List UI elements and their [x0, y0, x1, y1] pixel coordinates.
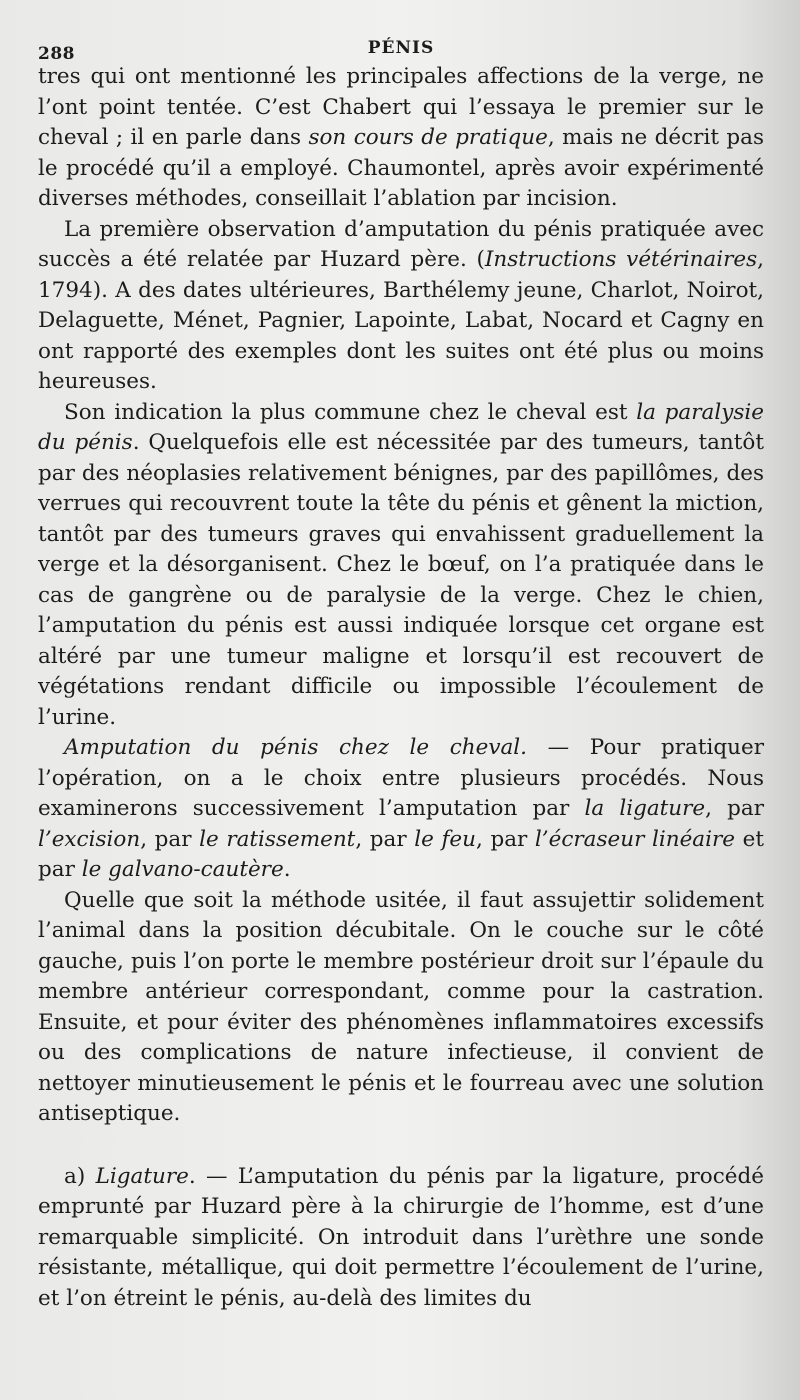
italic-text: l’excision	[38, 826, 141, 852]
paragraph	[38, 886, 764, 1130]
text-run: , mais ne décrit pas le procédé qu’il a employé. Chaumontel, après avoir expérimenté diverses méthodes, conseillait l’ablation par incision.	[38, 125, 764, 211]
paragraph	[38, 62, 764, 215]
paragraph	[38, 733, 764, 886]
italic-text: le galvano-cautère	[81, 857, 284, 882]
text-run: , 1794). A des dates ultérieures, Barthélemy jeune, Charlot, Noirot, Delaguette, Ménet, Pagnier, Lapointe, Labat, Nocard et Cagny en ont rapporté des exemples dont les suites ont été plus ou moins heureuses.	[38, 247, 764, 394]
page-number: 288	[38, 44, 75, 64]
text-run: Quelle que soit la méthode usitée, il faut assujettir solidement l’animal dans la position décubitale. On le couche sur le côté gauche, puis l’on porte le membre postérieur droit sur l’épaule du membre antérieur correspondant, comme pour la castration. Ensuite, et pour éviter des phénomènes inflammatoires excessifs ou des complications de nature infectieuse, il convient de nettoyer minutieusement le pénis et le fourreau avec une solution antiseptique.	[38, 887, 764, 1126]
italic-text: Instructions vétérinaires	[484, 247, 758, 272]
text-run: La première observation d’amputation du pénis pratiquée avec succès a été relatée par Huzard père. (	[38, 216, 764, 272]
text-run: Son indication la plus commune chez le cheval est	[64, 399, 637, 425]
italic-text: le ratissement	[199, 826, 356, 852]
italic-text: l’écraseur linéaire	[534, 826, 736, 852]
italic-text: Amputation du pénis chez le cheval.	[64, 735, 528, 760]
text-run: , par	[476, 826, 535, 852]
text-run: a)	[64, 1163, 96, 1189]
paragraph	[38, 1162, 764, 1315]
text-run: — Pour pratiquer l’opération, on a le choix entre plusieurs procédés. Nous examinerons successivement l’amputation par	[38, 735, 764, 821]
body-text	[38, 62, 764, 1314]
italic-text: Ligature	[95, 1163, 189, 1189]
page-header	[38, 0, 764, 62]
italic-text: le feu	[414, 826, 476, 852]
paragraph	[38, 398, 764, 734]
text-run: , par	[705, 796, 764, 821]
italic-text: la ligature	[584, 796, 706, 821]
text-run: et par	[38, 826, 764, 882]
running-head: PÉNIS	[367, 38, 435, 58]
text-run: , par	[355, 826, 415, 852]
text-run: tres qui ont mentionné les principales affections de la verge, ne l’ont point tentée. C’est Chabert qui l’essaya le premier sur le cheval ; il en parle dans	[38, 64, 764, 150]
text-run: , par	[140, 826, 200, 852]
italic-text: la paralysie du pénis	[38, 399, 764, 455]
text-run: . Quelquefois elle est nécessitée par des tumeurs, tantôt par des néoplasies relativement bénignes, par des papillômes, des verrues qui recouvrent toute la tête du pénis et gênent la miction, tantôt par des tumeurs graves qui envahissent graduellement la verge et la désorganisent. Chez le bœuf, on l’a pratiquée dans le cas de gangrène ou de paralysie de la verge. Chez le chien, l’amputation du pénis est aussi indiquée lorsque cet organe est altéré par une tumeur maligne et lorsqu’il est recouvert de végétations rendant difficile ou impossible l’écoulement de l’urine.	[38, 430, 764, 730]
text-run: .	[283, 857, 291, 882]
paragraph	[38, 215, 764, 398]
text-run: . — L’amputation du pénis par la ligature, procédé emprunté par Huzard père à la chirurgie de l’homme, est d’une remarquable simplicité. On introduit dans l’urèthre une sonde résistante, métallique, qui doit permettre l’écoulement de l’urine, et l’on étreint le pénis, au-delà des limites du	[38, 1163, 765, 1311]
italic-text: son cours de pratique	[308, 125, 548, 150]
